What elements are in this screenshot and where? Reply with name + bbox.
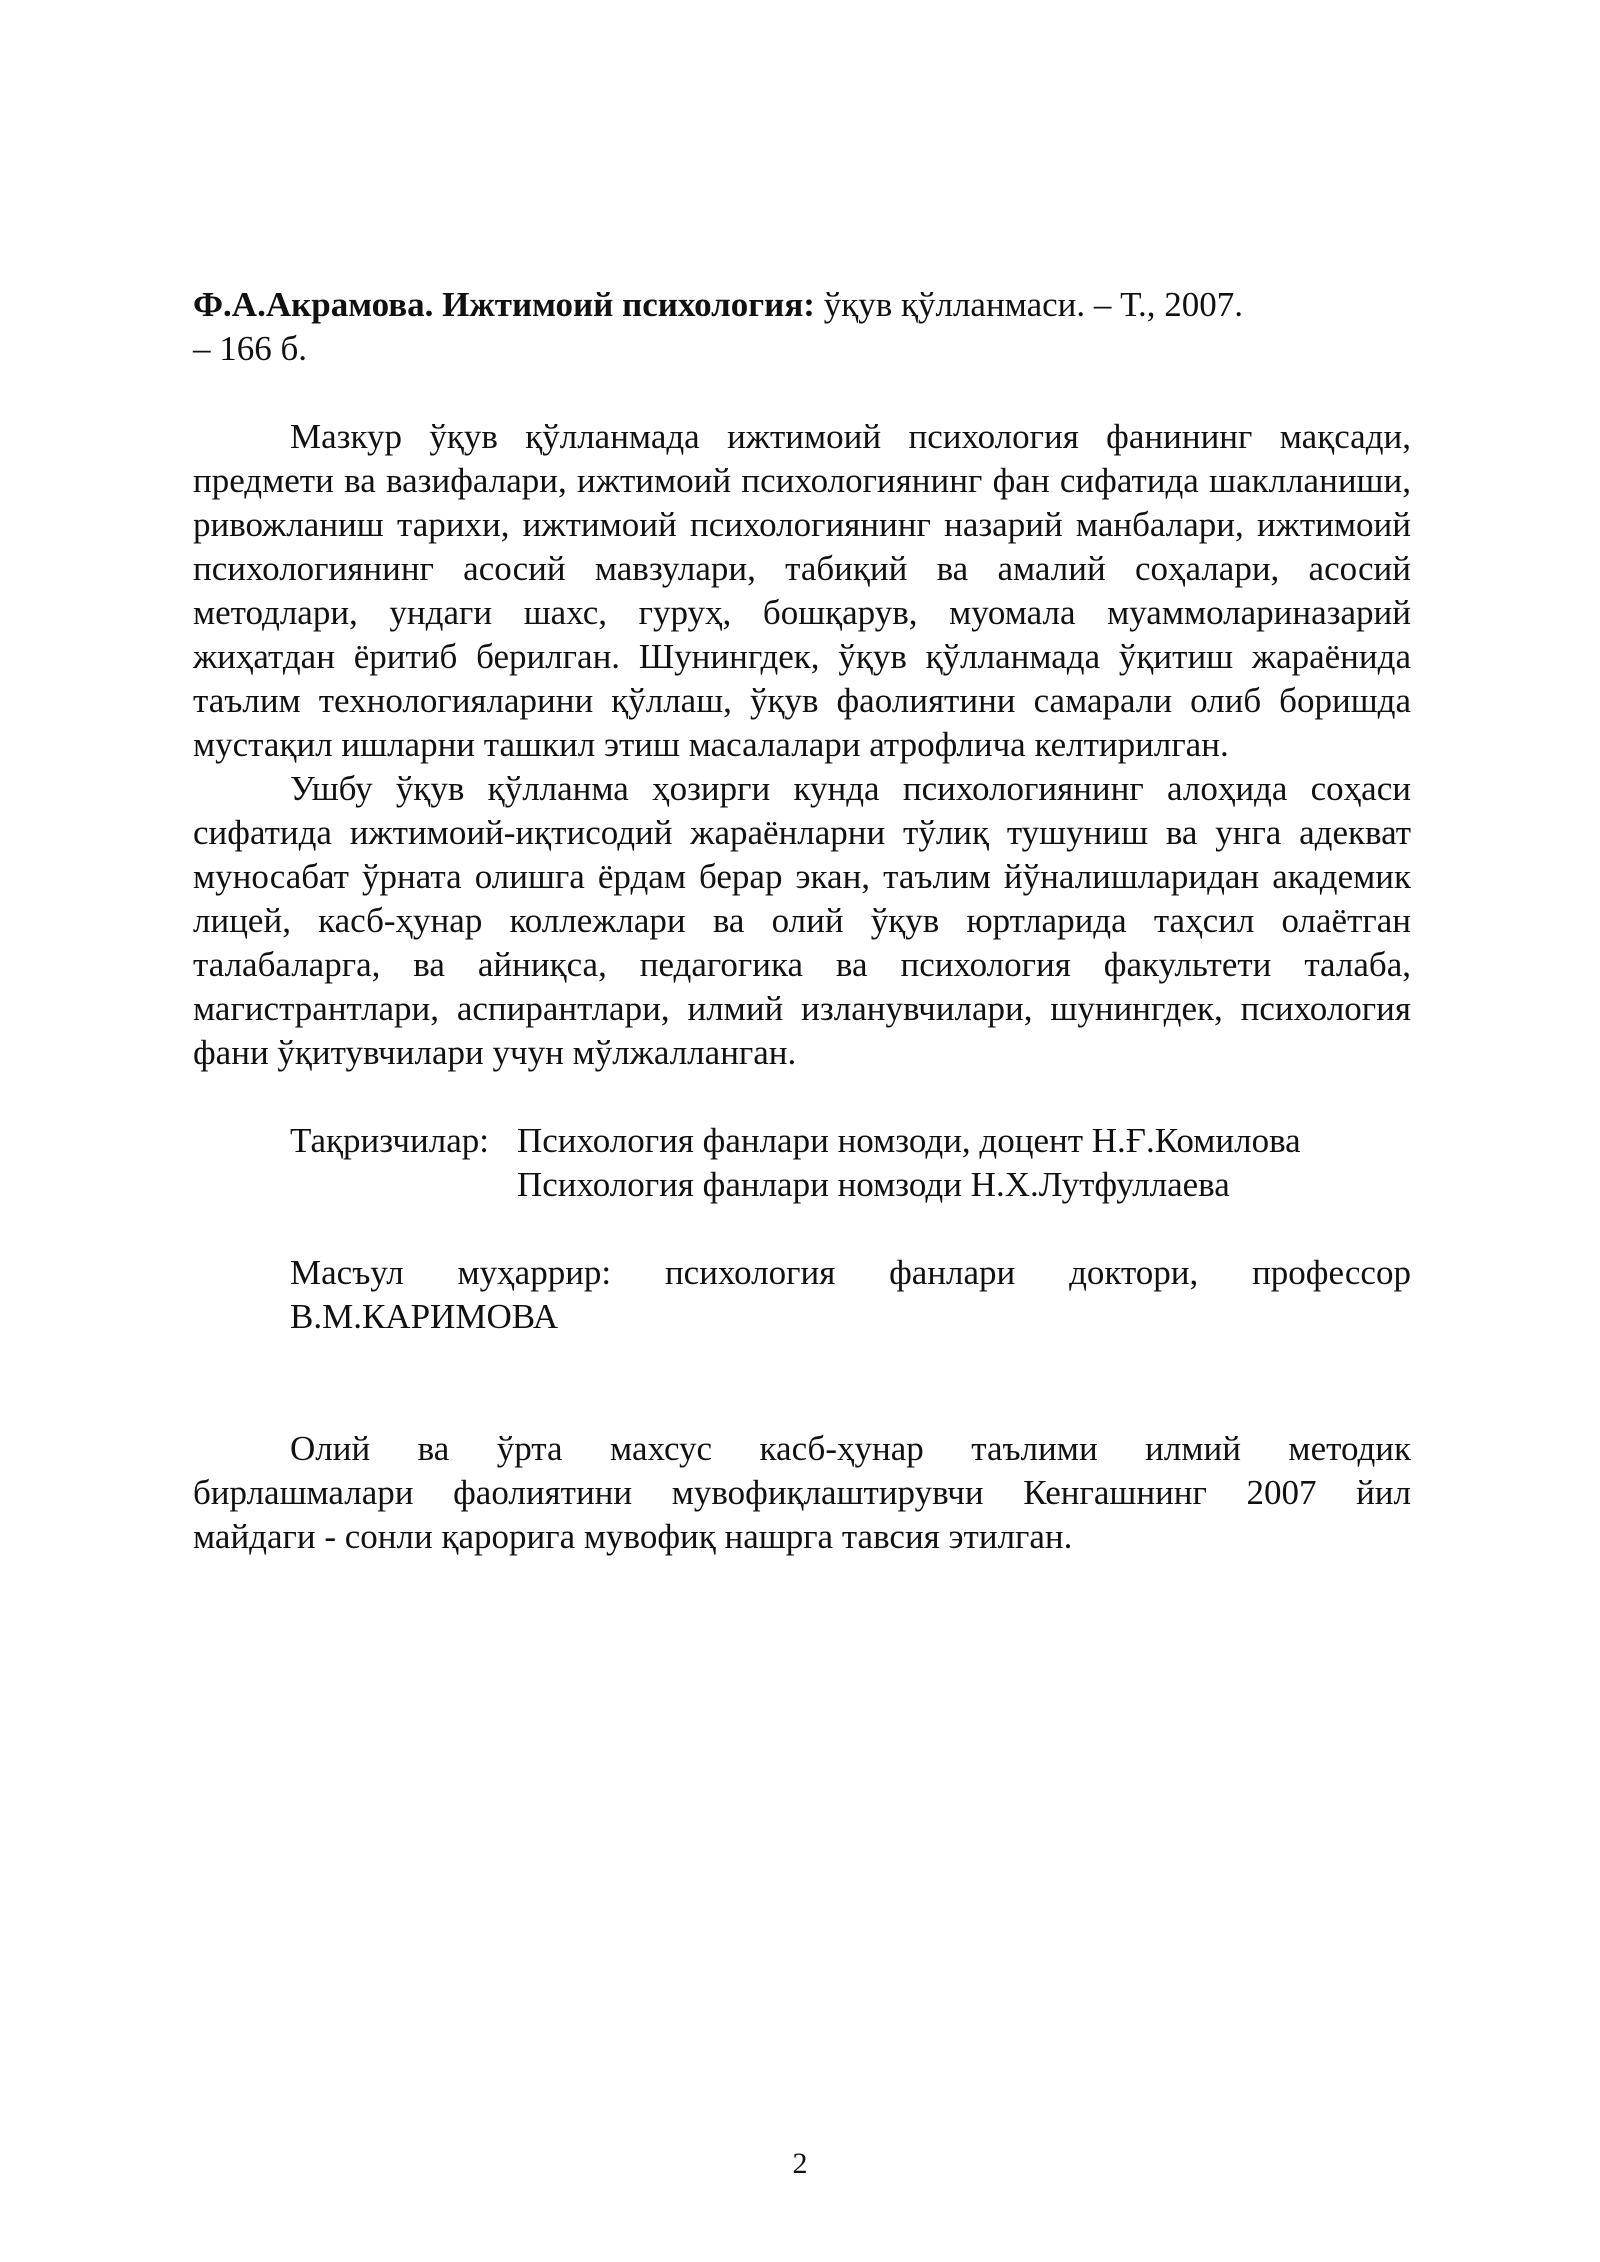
page-content <box>193 283 1411 1559</box>
reviewer-row-2 <box>290 1163 1411 1207</box>
editor-line-1 <box>290 1251 1411 1295</box>
approval-line-2: бирлашмалари фаолиятини мувофиқлаштирувчи Кенгашнинг 2007 йил <box>193 1473 1411 1512</box>
reviewers-label: Тақризчилар: <box>290 1121 489 1160</box>
responsible-editor-block <box>193 1251 1411 1339</box>
reviewer-row-1 <box>290 1119 1411 1163</box>
approval-line-3: майдаги - сонли қарорига мувофиқ нашрга тавсия этилган. <box>193 1517 1073 1556</box>
editor-degree-word-3: доктори, <box>1069 1253 1199 1292</box>
editor-degree-word-2: фанлари <box>889 1253 1016 1292</box>
editor-title: профессор <box>1252 1253 1411 1292</box>
page-number: 2 <box>792 2147 808 2180</box>
abstract <box>193 415 1411 1075</box>
reviewers-block <box>193 1119 1411 1207</box>
editor-label-word-2: муҳаррир: <box>457 1253 612 1292</box>
citation-author-title: Ф.А.Акрамова. Ижтимоий психология: <box>193 285 815 324</box>
editor-label-word-1: Масъул <box>290 1253 404 1292</box>
citation-details: ўқув қўлланмаси. – Т., 2007. <box>814 285 1244 324</box>
approval-statement <box>193 1427 1411 1559</box>
bibliographic-citation <box>193 283 1411 371</box>
abstract-paragraph-1: Мазкур ўқув қўлланмада ижтимоий психология фанининг мақсади, предмети ва вазифалари, ижтимоий психологиянинг фан сифатида шаклланиши, ривожланиш тарихи, ижтимоий психологиянинг назарий манбалари, ижтимоий психологиянинг асосий мавзулари, табиқий ва амалий соҳалари, асосий методлари, ундаги шахс, гуруҳ, бошқарув, муомала муаммолариназарий жиҳатдан ёритиб берилган. Шунингдек, ўқув қўлланмада ўқитиш жараёнида таълим технологияларини қўллаш, ўқув фаолиятини самарали олиб боришда мустақил ишларни ташкил этиш масалалари атрофлича келтирилган. <box>193 417 1411 764</box>
abstract-paragraph-2: Ушбу ўқув қўлланма ҳозирги кунда психологиянинг алоҳида соҳаси сифатида ижтимоий-иқтисодий жараёнларни тўлиқ тушуниш ва унга адекват муносабат ўрната олишга ёрдам берар экан, таълим йўналишларидан академик лицей, касб-ҳунар коллежлари ва олий ўқув юртларида таҳсил олаётган талабаларга, ва айниқса, педагогика ва психология факультети талаба, магистрантлари, аспирантлари, илмий изланувчилари, шунингдек, психология фани ўқитувчилари учун мўлжалланган. <box>193 769 1411 1072</box>
editor-name: В.М.КАРИМОВА <box>290 1297 559 1336</box>
citation-pages: – 166 б. <box>193 329 308 368</box>
approval-line-1: Олий ва ўрта махсус касб-ҳунар таълими илмий методик <box>290 1429 1411 1468</box>
citation-line-1 <box>193 283 1411 327</box>
reviewer-2: Психология фанлари номзоди Н.Х.Лутфуллаева <box>517 1165 1230 1204</box>
reviewer-1: Психология фанлари номзоди, доцент Н.Ғ.Комилова <box>517 1121 1301 1160</box>
editor-degree-word-1: психология <box>664 1253 836 1292</box>
